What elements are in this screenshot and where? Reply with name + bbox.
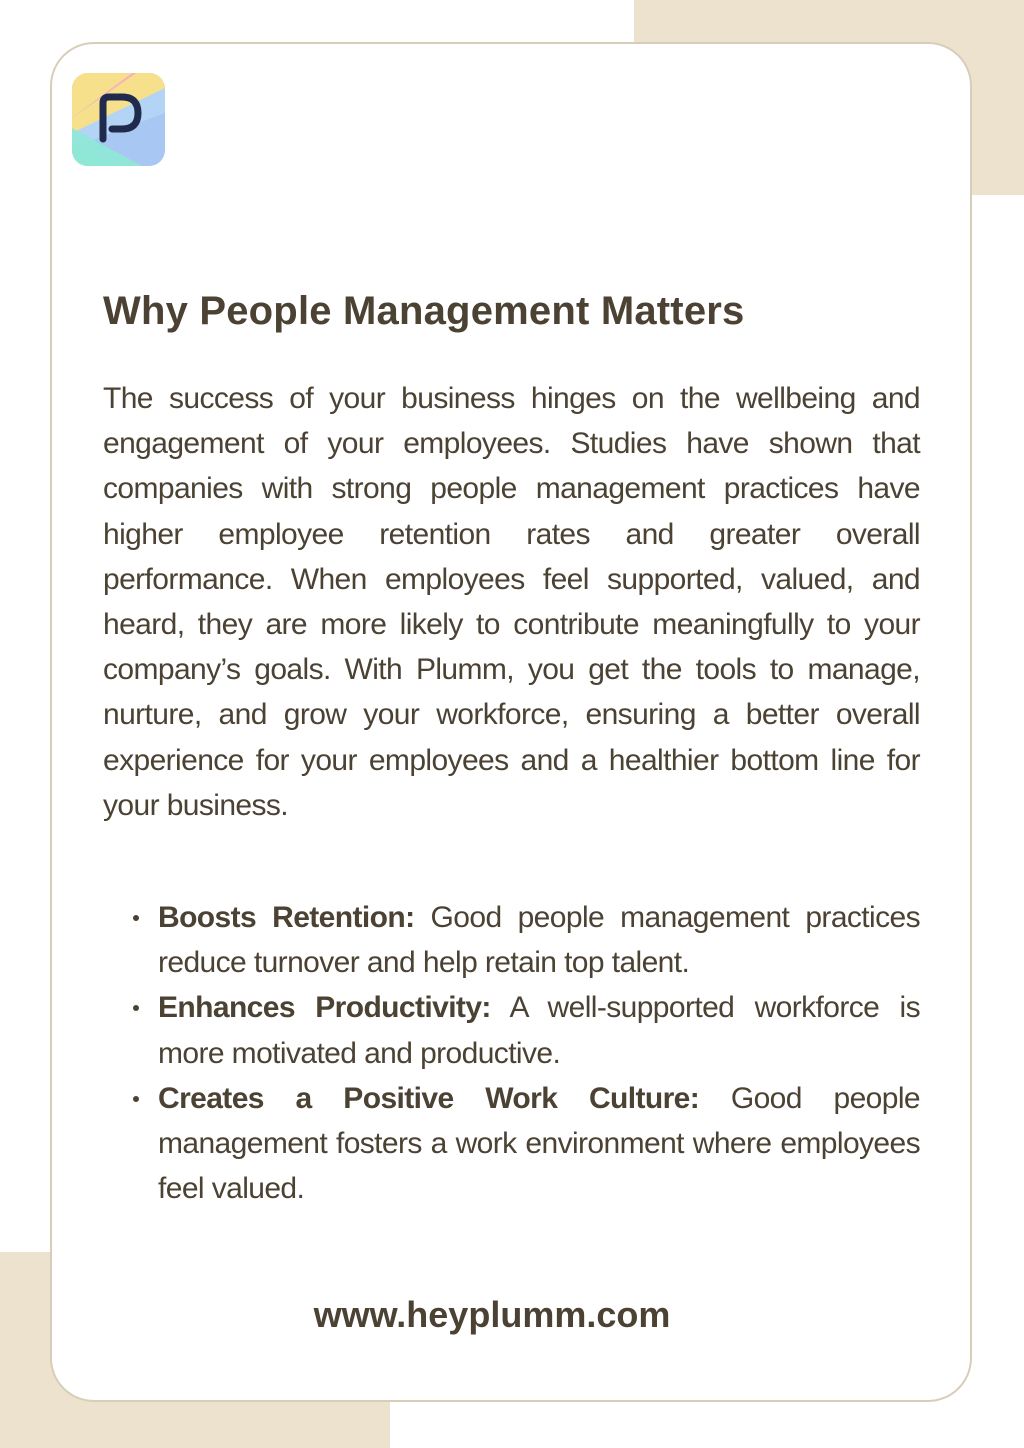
list-item-text: Good people management fosters a work environment where employees feel valued. [158, 1081, 921, 1206]
list-item [158, 985, 920, 1075]
list-item-text: A well-supported workforce is more motivated and productive. [158, 991, 921, 1070]
list-item-label: Creates a Positive Work Culture: [158, 1081, 700, 1115]
intro-paragraph: The success of your business hinges on the wellbeing and engagement of your employees. Studies have shown that companies with strong people management practices have higher employee retention rates and greater overall performance. When employees feel supported, valued, and heard, they are more likely to contribute meaningfully to your company’s goals. With Plumm, you get the tools to manage, nurture, and grow your workforce, ensuring a better overall experience for your employees and a healthier bottom line for your business. [103, 382, 920, 822]
list-item-text: Good people management practices reduce turnover and help retain top talent. [158, 901, 920, 980]
benefits-list [158, 895, 920, 1211]
list-item [158, 895, 920, 985]
list-item [158, 1076, 920, 1212]
bullet-icon [133, 915, 139, 921]
page-title: Why People Management Matters [103, 289, 745, 333]
list-item-label: Enhances Productivity: [158, 991, 491, 1025]
bullet-icon [133, 1096, 139, 1102]
website-link[interactable]: www.heyplumm.com [313, 1294, 671, 1335]
list-item-label: Boosts Retention: [158, 901, 415, 934]
plumm-logo-icon [72, 73, 165, 166]
